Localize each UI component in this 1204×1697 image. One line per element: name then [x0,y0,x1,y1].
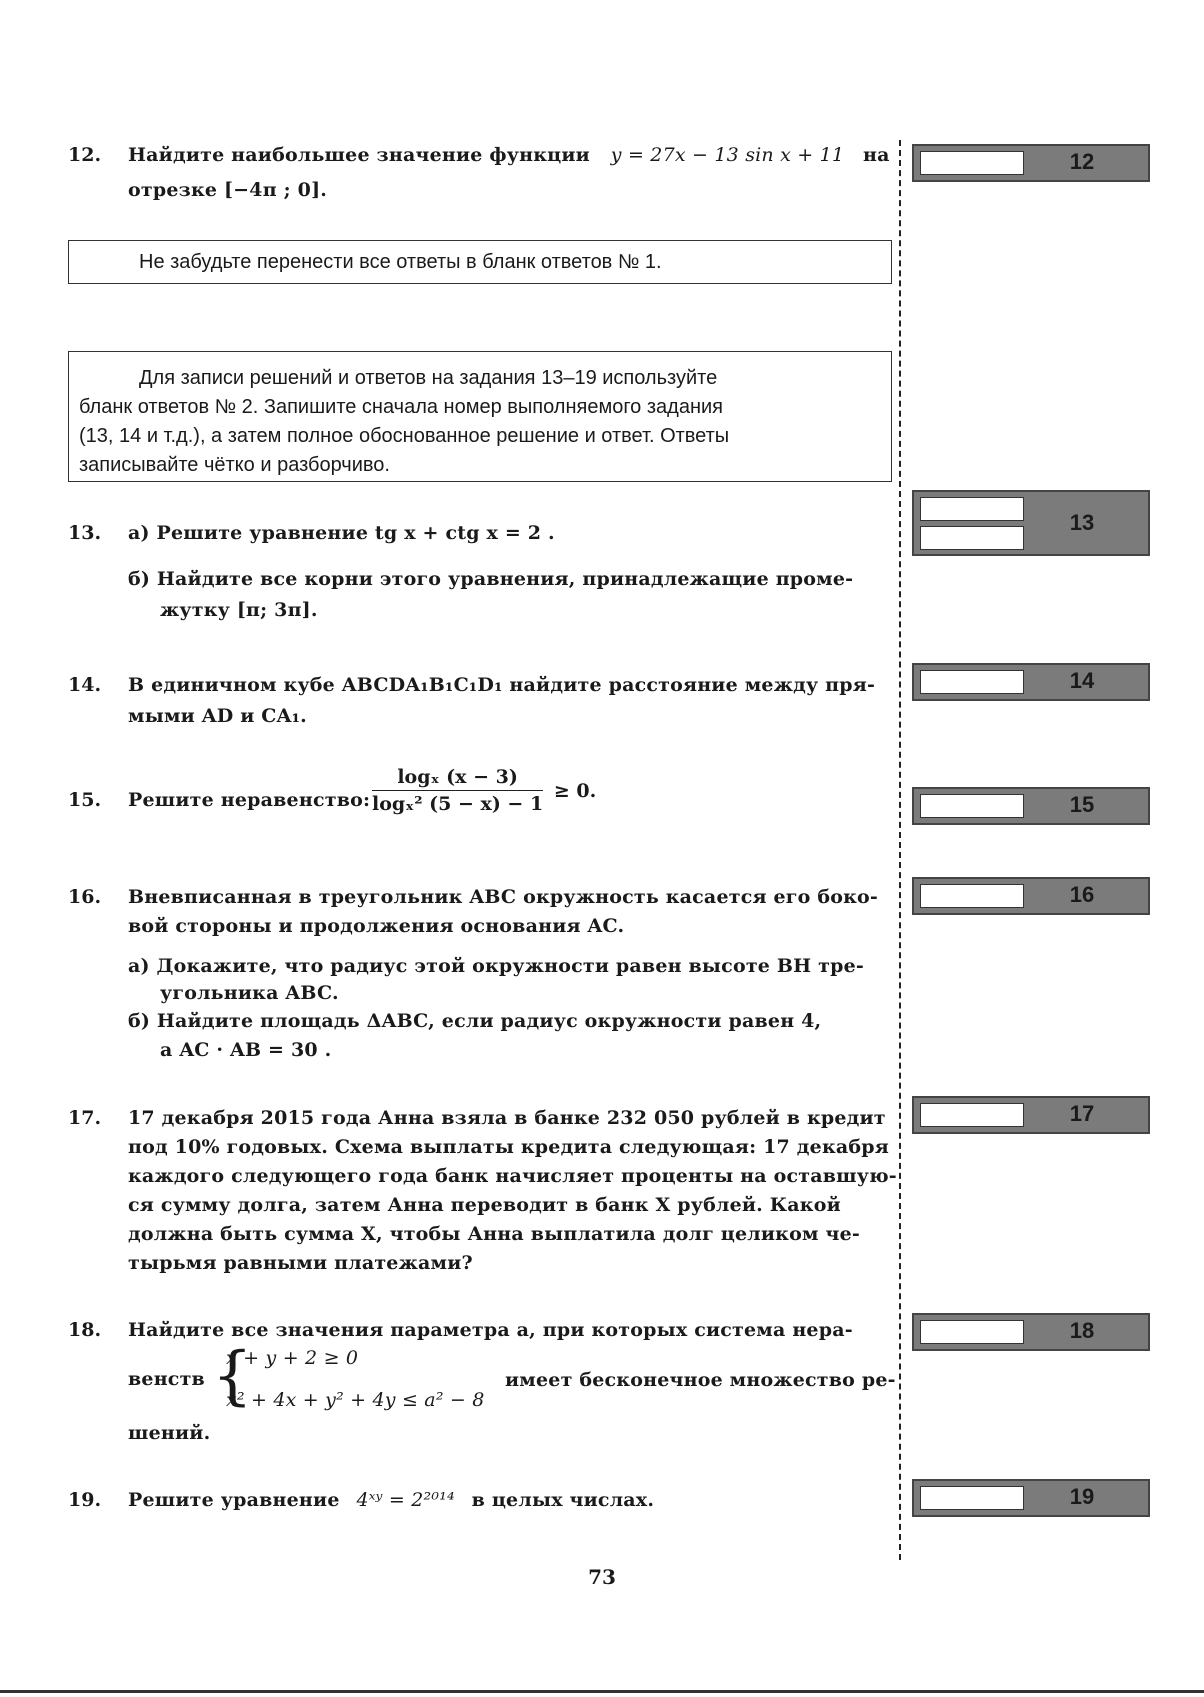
answer-label-12: 12 [1069,149,1095,174]
notice-box-1 [68,240,892,284]
problem-16-b1: б) Найдите площадь ΔABC, если радиус окружности равен 4, [128,1010,822,1032]
problem-15-number: 15. [68,789,102,811]
notice-1-text: Не забудьте перенести все ответы в бланк ответов № 1. [139,251,662,273]
answer-label-18: 18 [1069,1318,1095,1343]
problem-15-denominator: logₓ² (5 − x) − 1 [372,793,544,815]
answer-field-12[interactable] [920,151,1024,175]
problem-19-lead: Решите уравнение [128,1489,340,1511]
answer-box-19 [912,1479,1150,1517]
problem-14-number: 14. [68,674,102,696]
notice-2-line4: записывайте чётко и разборчиво. [79,454,390,476]
problem-17-line6: тырьмя равными платежами? [128,1252,473,1274]
problem-14-line1: В единичном кубе ABCDA₁B₁C₁D₁ найдите расстояние между пря- [128,674,876,696]
notice-box-2 [68,351,892,482]
problem-16-b2: а AC · AB = 30 . [160,1039,332,1061]
problem-18-brace: { [212,1339,253,1413]
problem-18-line1: Найдите все значения параметра a, при которых система нера- [128,1319,853,1341]
answer-label-15: 15 [1069,792,1095,817]
answer-label-13: 13 [1069,510,1095,535]
problem-15-lead: Решите неравенство: [128,789,371,811]
notice-2-line2: бланк ответов № 2. Запишите сначала номер выполняемого задания [79,396,723,418]
answer-label-16: 16 [1069,882,1095,907]
problem-17-line2: под 10% годовых. Схема выплаты кредита следующая: 17 декабря [128,1136,889,1158]
answer-box-13 [912,490,1150,556]
problem-19-number: 19. [68,1489,102,1511]
answer-box-14 [912,663,1150,701]
problem-12-formula: y = 27x − 13 sin x + 11 [610,144,845,166]
problem-18-tail: имеет бесконечное множество ре- [505,1369,896,1391]
problem-19-tail: в целых числах. [471,1489,655,1511]
problem-17-line5: должна быть сумма X, чтобы Анна выплатила долг целиком че- [128,1223,860,1245]
answer-box-16 [912,877,1150,915]
answer-field-14[interactable] [920,670,1024,694]
problem-12-text [128,141,894,170]
answer-field-13a[interactable] [920,497,1024,521]
answer-box-12 [912,144,1150,182]
problem-15-fraction [372,766,596,815]
cut-line [899,140,901,1560]
answer-field-17[interactable] [920,1103,1024,1127]
answer-box-17 [912,1096,1150,1134]
problem-16-a1: а) Докажите, что радиус этой окружности равен высоте BH тре- [128,955,864,977]
problem-17-line1: 17 декабря 2015 года Анна взяла в банке 232 050 рублей в кредит [128,1107,886,1129]
problem-12-line2: отрезке [−4π ; 0]. [128,179,328,201]
answer-field-15[interactable] [920,794,1024,818]
problem-14-line2: мыми AD и CA₁. [128,705,307,727]
problem-13-number: 13. [68,522,102,544]
problem-18-lead: венств [128,1368,205,1390]
answer-label-14: 14 [1069,668,1095,693]
problem-13-b1: б) Найдите все корни этого уравнения, принадлежащие проме- [128,568,854,590]
problem-18-number: 18. [68,1319,102,1341]
problem-17-number: 17. [68,1107,102,1129]
answer-field-13b[interactable] [920,526,1024,550]
answer-label-19: 19 [1069,1484,1095,1509]
notice-2-line1: Для записи решений и ответов на задания 13–19 используйте [139,367,718,389]
answer-field-16[interactable] [920,884,1024,908]
problem-18-sys1: x + y + 2 ≥ 0 [226,1347,359,1369]
problem-18-line3: шений. [128,1422,211,1444]
answer-field-18[interactable] [920,1320,1024,1344]
problem-16-a2: угольника ABC. [160,982,339,1004]
answer-box-15 [912,787,1150,825]
problem-12-line1: Найдите наибольшее значение функции [128,144,590,166]
problem-17-line3: каждого следующего года банк начисляет проценты на оставшую- [128,1165,897,1187]
problem-13-b2: жутку [π; 3π]. [160,599,318,621]
problem-16-line1: Вневписанная в треугольник ABC окружность касается его боко- [128,886,878,908]
problem-19-formula: 4ˣʸ = 2²⁰¹⁴ [356,1489,455,1511]
problem-18-sys2: x² + 4x + y² + 4y ≤ a² − 8 [226,1389,485,1411]
problem-16-number: 16. [68,886,102,908]
page-number: 73 [588,1565,616,1589]
problem-19-line [128,1486,654,1515]
problem-13-a: а) Решите уравнение tg x + ctg x = 2 . [128,522,555,544]
bottom-rule [0,1690,1204,1693]
problem-16-line2: вой стороны и продолжения основания AC. [128,915,625,937]
notice-2-line3: (13, 14 и т.д.), а затем полное обоснованное решение и ответ. Ответы [79,425,730,447]
answer-label-17: 17 [1069,1101,1095,1126]
problem-12-number: 12. [68,144,102,166]
problem-15-tail: ≥ 0. [553,779,597,802]
answer-field-19[interactable] [920,1486,1024,1510]
problem-15-numerator: logₓ (x − 3) [372,766,543,791]
problem-12-tail: на [863,144,890,166]
answer-box-18 [912,1313,1150,1351]
problem-17-line4: ся сумму долга, затем Анна переводит в банк X рублей. Какой [128,1194,841,1216]
